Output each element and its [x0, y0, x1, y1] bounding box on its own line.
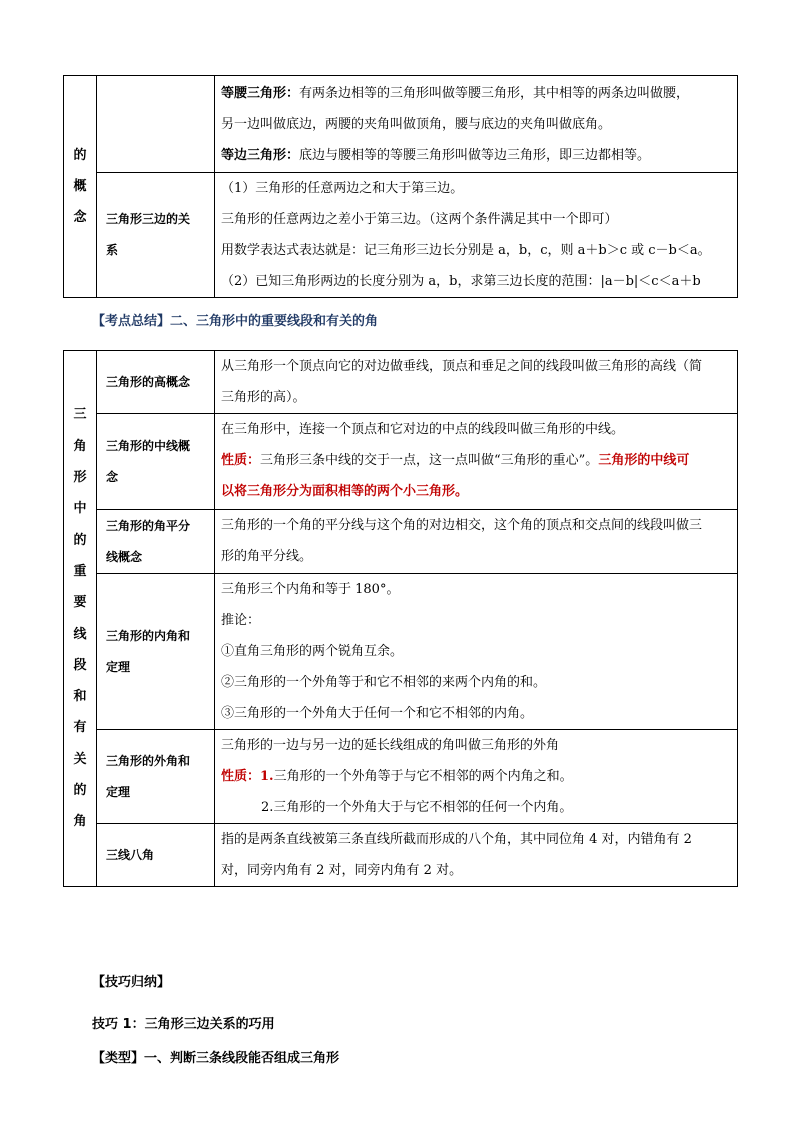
content-text: 对，同旁内角有 2 对，同旁内角有 2 对。 — [221, 863, 463, 878]
table-row — [64, 414, 738, 510]
content-line — [221, 351, 737, 382]
content-line — [221, 824, 737, 855]
row-content-cell — [215, 574, 738, 730]
content-text: 三角形的高）。 — [221, 390, 306, 405]
row-content-cell — [215, 351, 738, 414]
table-row — [64, 510, 738, 574]
segments-angles-table — [63, 350, 738, 887]
row-label: 三线八角 — [106, 847, 155, 862]
content-text: 三角形三条中线的交于一点，这一点叫做“三角形的重心”。 — [260, 453, 599, 468]
vertical-char: 线 — [73, 626, 87, 642]
content-line — [221, 792, 737, 823]
content-text: 三角形的中线可 — [598, 453, 690, 468]
content-line — [221, 730, 737, 761]
row-content-cell — [215, 414, 738, 510]
isosceles-definition-cont: 另一边叫做底边，两腰的夹角叫做顶角，腰与底边的夹角叫做底角。 — [221, 117, 612, 132]
table-row — [64, 351, 738, 414]
table-row — [64, 730, 738, 824]
row-label: 三角形的高概念 — [106, 374, 191, 389]
vertical-char: 的 — [73, 148, 87, 163]
content-line — [221, 382, 737, 413]
vertical-char: 概 — [73, 179, 87, 194]
content-text: 从三角形一个顶点向它的对边做垂线，顶点和垂足之间的线段叫做三角形的高线（简 — [221, 359, 703, 374]
table-row — [64, 574, 738, 730]
content-text: 性质： — [221, 453, 261, 468]
content-line — [221, 605, 737, 636]
vertical-char: 要 — [73, 595, 87, 611]
row-label-cell — [97, 510, 215, 574]
content-line — [221, 510, 737, 541]
row-label: 三角形的内角和 — [106, 628, 191, 643]
content-text: 三角形的一个外角等于与它不相邻的两个内角之和。 — [273, 769, 573, 784]
row-content-cell — [215, 824, 738, 887]
row-label-cell — [97, 574, 215, 730]
row-label: 念 — [106, 469, 119, 484]
vertical-char: 的 — [73, 782, 87, 798]
content-line — [221, 636, 737, 667]
content-line — [221, 541, 737, 572]
content-text: 在三角形中，连接一个顶点和它对边的中点的线段叫做三角形的中线。 — [221, 422, 625, 437]
content-text: 指的是两条直线被第三条直线所截而形成的八个角，其中同位角 4 对，内错角有 2 — [221, 832, 692, 847]
isosceles-term: 等腰三角形： — [221, 86, 300, 101]
content-line — [221, 667, 737, 698]
row-content-cell — [215, 510, 738, 574]
concept-table — [63, 75, 738, 298]
content-line — [221, 574, 737, 605]
row-label: 三角形的角平分 — [106, 518, 191, 533]
content-text: 推论： — [221, 613, 261, 628]
content-text: 性质：1. — [221, 769, 274, 784]
content-text: 形的角平分线。 — [221, 549, 313, 564]
vertical-char: 角 — [73, 438, 87, 454]
content-text: ③三角形的一个外角大于任何一个和它不相邻的内角。 — [221, 706, 534, 721]
isosceles-label-cell — [97, 76, 215, 173]
content-line — [221, 761, 737, 792]
content-line — [221, 445, 737, 476]
row-label-cell — [97, 414, 215, 510]
row-label-cell — [97, 730, 215, 824]
row-label: 三角形的外角和 — [106, 753, 191, 768]
content-text: 三角形三个内角和等于 180°。 — [221, 582, 400, 597]
skills-heading: 【技巧归纳】 — [92, 975, 171, 990]
content-text: 三角形的一个角的平分线与这个角的对边相交，这个角的顶点和交点间的线段叫做三 — [221, 518, 703, 533]
content-line — [221, 414, 737, 445]
equilateral-term: 等边三角形： — [221, 148, 300, 163]
row-label-cell — [97, 351, 215, 414]
vertical-char: 的 — [73, 532, 87, 548]
vertical-char: 段 — [73, 657, 87, 673]
table-row — [64, 824, 738, 887]
isosceles-definition: 有两条边相等的三角形叫做等腰三角形，其中相等的两条边叫做腰， — [299, 86, 690, 101]
triangle-sides-content: （1）三角形的任意两边之和大于第三边。 三角形的任意两边之差小于第三边。（这两个条件满足其中一个即可） 用数学表达式表达就是：记三角形三边长分别是 a，b，c，则 a＋b＞c 或 c－b＜a。 （2）已知三角形两边的长度分别为 a，b，求第三边长度的范围：|a－b|＜c＜a＋b — [215, 173, 738, 298]
row-label: 三角形的中线概 — [106, 438, 191, 453]
section2-heading: 【考点总结】二、三角形中的重要线段和有关的角 — [92, 314, 379, 329]
triangle-sides-label: 三角形三边的关 系 — [97, 173, 215, 298]
vertical-char: 关 — [73, 751, 87, 767]
vertical-char: 形 — [73, 470, 87, 486]
content-text: 以将三角形分为面积相等的两个小三角形。 — [221, 484, 469, 499]
type-heading: 【类型】一、判断三条线段能否组成三角形 — [92, 1051, 340, 1066]
row-label: 定理 — [106, 659, 131, 674]
content-text: ①直角三角形的两个锐角互余。 — [221, 644, 404, 659]
skill1-heading: 技巧 1：三角形三边关系的巧用 — [92, 1017, 275, 1032]
concept-left-column — [64, 76, 97, 298]
segments-left-column — [64, 351, 97, 887]
content-line — [221, 476, 737, 507]
content-text: 三角形的一边与另一边的延长线组成的角叫做三角形的外角 — [221, 738, 560, 753]
row-content-cell — [215, 730, 738, 824]
content-line — [221, 698, 737, 729]
row-label: 线概念 — [106, 549, 143, 564]
vertical-char: 重 — [73, 563, 87, 579]
equilateral-definition: 底边与腰相等的等腰三角形叫做等边三角形，即三边都相等。 — [299, 148, 651, 163]
content-text: 2.三角形的一个外角大于与它不相邻的任何一个内角。 — [261, 800, 573, 815]
vertical-char: 和 — [73, 689, 87, 705]
vertical-char: 有 — [73, 720, 87, 736]
vertical-char: 三 — [73, 407, 87, 423]
vertical-char: 中 — [73, 501, 87, 517]
isosceles-content-cell — [215, 76, 738, 173]
vertical-char: 念 — [73, 210, 87, 225]
content-text: ②三角形的一个外角等于和它不相邻的来两个内角的和。 — [221, 675, 547, 690]
row-label-cell — [97, 824, 215, 887]
content-line — [221, 855, 737, 886]
row-label: 定理 — [106, 784, 131, 799]
vertical-char: 角 — [73, 814, 87, 830]
